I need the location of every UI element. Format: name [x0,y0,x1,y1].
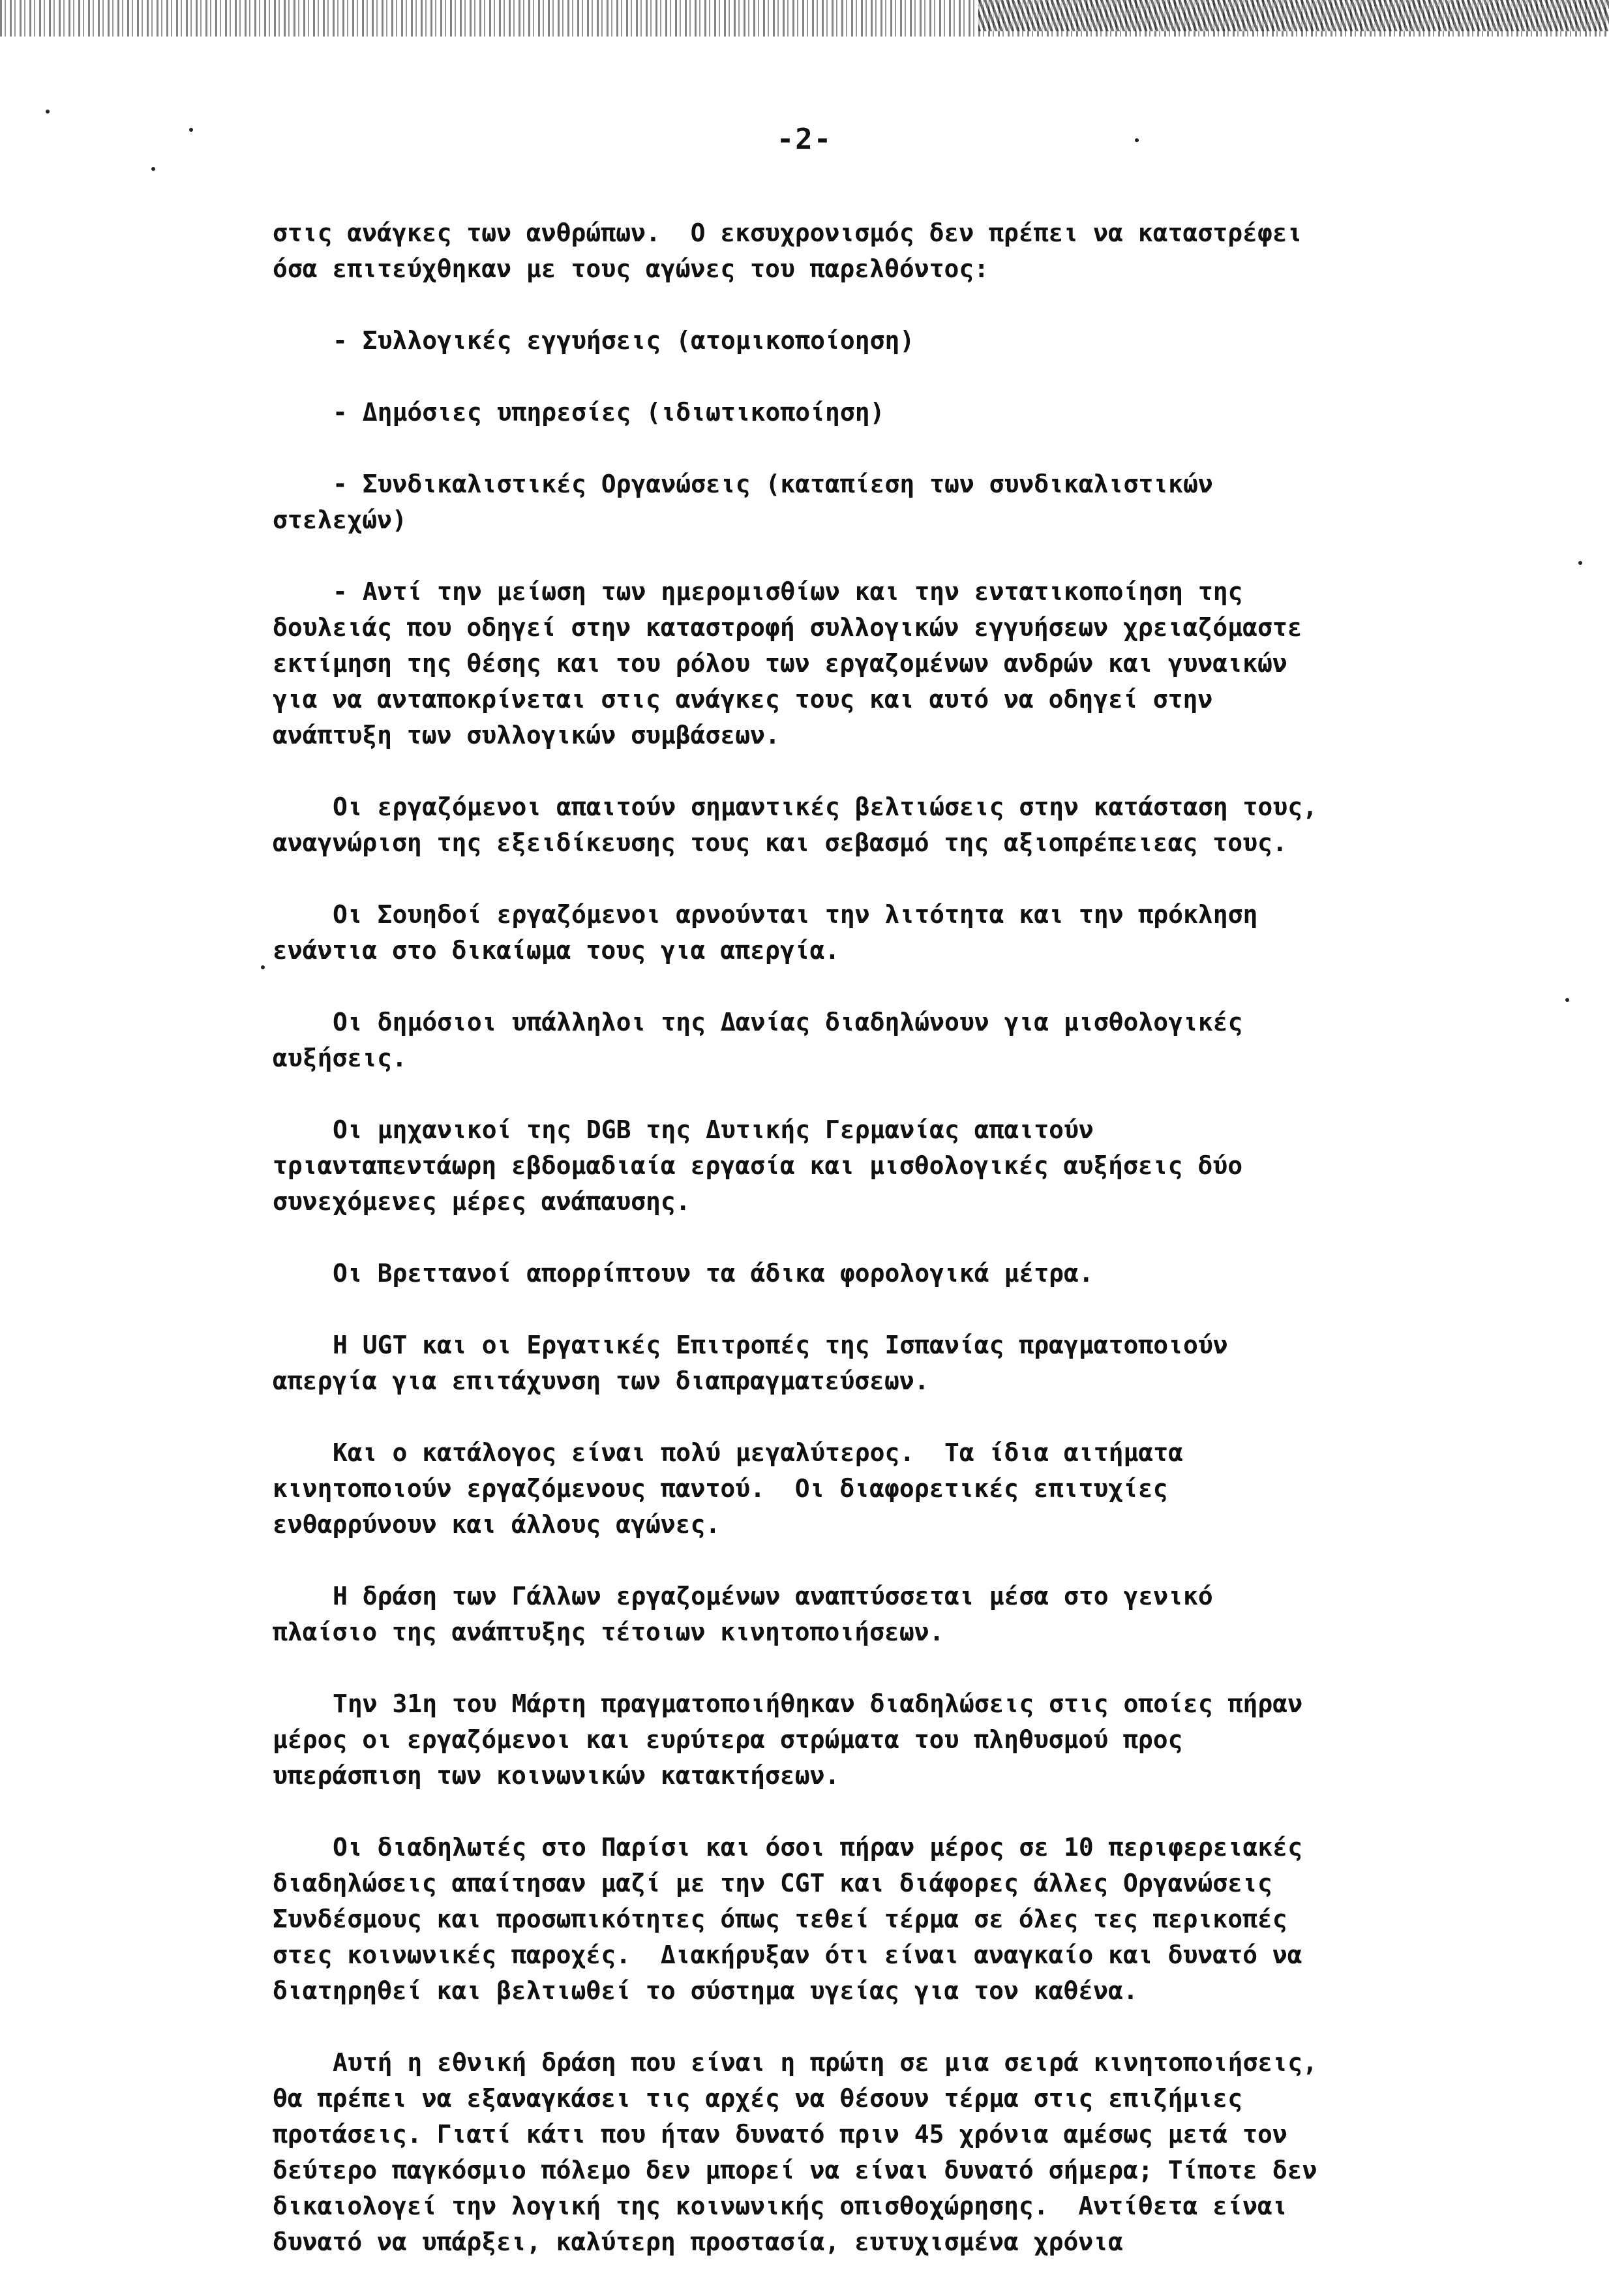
text-line: Οι μηχανικοί της DGB της Δυτικής Γερμανίας απαιτούν [333,1115,1094,1144]
text-line: κινητοποιούν εργαζόμενους παντού. Οι διαφορετικές επιτυχίες [273,1474,1168,1503]
text-line: δουλειάς που οδηγεί στην καταστροφή συλλογικών εγγυήσεων χρειαζόμαστε [273,613,1302,642]
scan-speck [1578,561,1582,565]
paragraph [273,466,1447,538]
text-line: Οι Σουηδοί εργαζόμενοι αρνούνται την λιτότητα και την πρόκληση [333,900,1258,929]
text-line: Η UGT και οι Εργατικές Επιτροπές της Ισπανίας πραγματοποιούν [333,1331,1228,1359]
text-line: - Συνδικαλιστικές Οργανώσεις (καταπίεση των συνδικαλιστικών [333,470,1213,498]
paragraph [273,789,1447,861]
text-line: Και ο κατάλογος είναι πολύ μεγαλύτερος. Τα ίδια αιτήματα [333,1438,1184,1467]
paragraph [273,1004,1447,1076]
text-line: μέρος οι εργαζόμενοι και ευρύτερα στρώματα του πληθυσμού προς [273,1725,1183,1754]
text-line: διαδηλώσεις απαίτησαν μαζί με την CGT και διάφορες άλλες Οργανώσεις [273,1869,1272,1897]
text-line: - Συλλογικές εγγυήσεις (ατομικοποίοηση) [333,326,915,355]
text-line: στις ανάγκες των ανθρώπων. Ο εκσυχρονισμός δεν πρέπει να καταστρέφει [273,219,1302,247]
paragraph [273,2045,1447,2260]
text-line: προτάσεις. Γιατί κάτι που ήταν δυνατό πριν 45 χρόνια αμέσως μετά τον [273,2120,1287,2149]
document-body [273,215,1447,2296]
paragraph [273,1256,1447,1292]
text-line: τριανταπεντάωρη εβδομαδιαία εργασία και μισθολογικές αυξήσεις δύο [273,1151,1243,1180]
paragraph [273,1578,1447,1650]
text-line: Συνδέσμους και προσωπικότητες όπως τεθεί τέρμα σε όλες τες περικοπές [273,1905,1287,1933]
paragraph [273,1435,1447,1543]
scan-speck [46,110,50,113]
text-line: για να ανταποκρίνεται στις ανάγκες τους και αυτό να οδηγεί στην [273,685,1213,714]
text-line: απεργία για επιτάχυνση των διαπραγματεύσεων. [273,1367,929,1395]
paragraph [273,1686,1447,1794]
paragraph [273,1327,1447,1399]
scan-speck [261,965,265,969]
text-line: - Αντί την μείωση των ημερομισθίων και την εντατικοποίηση της [333,577,1243,606]
paragraph [273,1830,1447,2009]
text-line: - Δημόσιες υπηρεσίες (ιδιωτικοποίηση) [333,398,885,427]
text-line: εκτίμηση της θέσης και του ρόλου των εργαζομένων ανδρών και γυναικών [273,649,1287,678]
text-line: Την 31η του Μάρτη πραγματοποιήθηκαν διαδηλώσεις στις οποίες πήραν [333,1689,1303,1718]
scan-noise-strip-dark [978,0,1609,31]
text-line: Αυτή η εθνική δράση που είναι η πρώτη σε μια σειρά κινητοποιήσεις, [333,2048,1317,2077]
paragraph [273,323,1447,359]
text-line: υπεράσπιση των κοινωνικών κατακτήσεων. [273,1761,840,1790]
text-line: ενάντια στο δικαίωμα τους για απεργία. [273,936,840,965]
text-line: στελεχών) [273,506,407,534]
text-line: δυνατό να υπάρξει, καλύτερη προστασία, ευτυχισμένα χρόνια [273,2228,1124,2256]
text-line: πλαίσιο της ανάπτυξης τέτοιων κινητοποιήσεων. [273,1618,944,1646]
text-line: θα πρέπει να εξαναγκάσει τις αρχές να θέσουν τέρμα στις επιζήμιες [273,2084,1243,2113]
text-line: Η δράση των Γάλλων εργαζομένων αναπτύσσεται μέσα στο γενικό [333,1582,1213,1610]
text-line: διατηρηθεί και βελτιωθεί το σύστημα υγείας για τον καθένα. [273,1976,1138,2005]
text-line: όσα επιτεύχθηκαν με τους αγώνες του παρελθόντος: [273,254,989,283]
text-line: συνεχόμενες μέρες ανάπαυσης. [273,1187,691,1216]
text-line: δικαιολογεί την λογική της κοινωνικής οπισθοχώρησης. Αντίθετα είναι [273,2192,1287,2220]
text-line: Οι εργαζόμενοι απαιτούν σημαντικές βελτιώσεις στην κατάσταση τους, [333,793,1317,821]
paragraph [273,395,1447,430]
paragraph [273,1112,1447,1220]
text-line: αυξήσεις. [273,1044,407,1072]
text-line: ενθαρρύνουν και άλλους αγώνες. [273,1510,721,1539]
text-line: Οι διαδηλωτές στο Παρίσι και όσοι πήραν μέρος σε 10 περιφερειακές [333,1833,1303,1862]
paragraph [273,897,1447,969]
text-line: δεύτερο παγκόσμιο πόλεμο δεν μπορεί να είναι δυνατό σήμερα; Τίποτε δεν [273,2156,1317,2184]
text-line: Οι δημόσιοι υπάλληλοι της Δανίας διαδηλώνουν για μισθολογικές [333,1008,1243,1036]
scan-speck [1565,998,1569,1002]
paragraph [273,215,1447,287]
scan-speck [151,167,155,171]
text-line: Οι Βρεττανοί απορρίπτουν τα άδικα φορολογικά μέτρα. [333,1259,1094,1288]
text-line: αναγνώριση της εξειδίκευσης τους και σεβασμό της αξιοπρέπειεας τους. [273,828,1287,857]
paragraph [273,574,1447,753]
text-line: στες κοινωνικές παροχές. Διακήρυξαν ότι είναι αναγκαίο και δυνατό να [273,1941,1302,1969]
text-line: ανάπτυξη των συλλογικών συμβάσεων. [273,721,780,749]
page-number: -2- [776,123,833,156]
